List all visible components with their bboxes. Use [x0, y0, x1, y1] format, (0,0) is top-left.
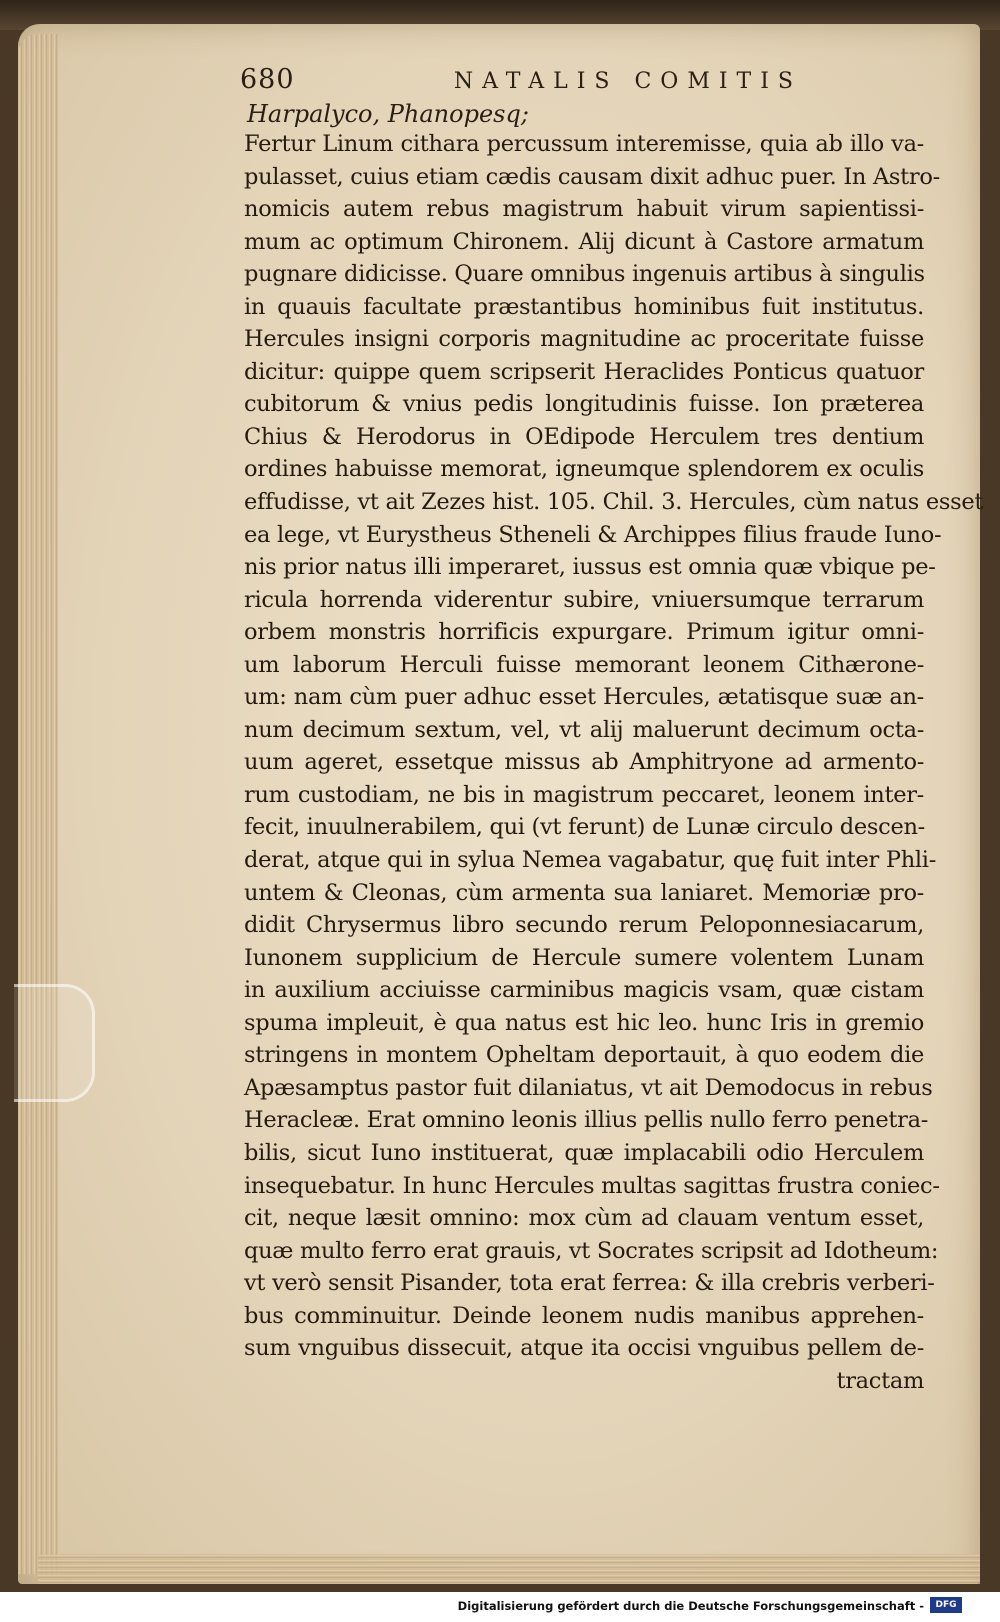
text-line: ordines habuisse memorat, igneumque splendorem ex oculis [244, 456, 924, 483]
running-head: NATALIS COMITIS [453, 69, 802, 94]
text-line: nomicis autem rebus magistrum habuit virum sapientissi- [244, 196, 924, 223]
text-line: pugnare didicisse. Quare omnibus ingenuis artibus à singulis [244, 261, 925, 288]
text-line: cit, neque læsit omnino: mox cùm ad clauam ventum esset, [244, 1205, 924, 1232]
text-line: rum custodiam, ne bis in magistrum peccaret, leonem inter- [244, 781, 924, 808]
footer-credit: Digitalisierung gefördert durch die Deutsche Forschungsgemeinschaft - [457, 1599, 924, 1613]
text-line: pulasset, cuius etiam cædis causam dixit adhuc puer. In Astro- [244, 163, 940, 190]
text-line: spuma impleuit, è qua natus est hic leo. hunc Iris in gremio [244, 1009, 924, 1036]
text-line: Iunonem supplicium de Hercule sumere volentem Lunam [244, 944, 924, 971]
text-line: bilis, sicut Iuno instituerat, quæ implacabili odio Herculem [244, 1139, 924, 1166]
continuation-line: Harpalyco, Phanopesq; [247, 100, 529, 128]
text-line: Chius & Herodorus in OEdipode Herculem tres dentium [244, 423, 924, 450]
text-line: insequebatur. In hunc Hercules multas sagittas frustra coniec- [244, 1172, 940, 1199]
text-line: Apæsamptus pastor fuit dilaniatus, vt ait Demodocus in rebus [244, 1074, 933, 1101]
text-line: derat, atque qui in sylua Nemea vagabatur, quę fuit inter Phli- [244, 847, 936, 874]
text-line: mum ac optimum Chironem. Alij dicunt à Castore armatum [244, 228, 924, 255]
text-line: Fertur Linum cithara percussum interemisse, quia ab illo va- [244, 131, 924, 157]
body-text [244, 128, 984, 1397]
text-line: Heracleæ. Erat omnino leonis illius pellis nullo ferro penetra- [244, 1107, 929, 1134]
text-line: ricula horrenda viderentur subire, vniuersumque terrarum [244, 586, 924, 613]
text-line: untem & Cleonas, cùm armenta sua laniaret. Memoriæ pro- [244, 879, 924, 906]
page-edges-left [18, 34, 58, 1574]
text-line: in quauis facultate præstantibus hominibus fuit institutus. [244, 293, 924, 320]
page-edges-bottom [38, 1554, 980, 1584]
text-line: um laborum Herculi fuisse memorant leonem Cithærone- [244, 651, 924, 678]
page-number: 680 [240, 64, 295, 95]
text-line: nis prior natus illi imperaret, iussus est omnia quæ vbique pe- [244, 554, 936, 581]
text-line: um: nam cùm puer adhuc esset Hercules, ætatisque suæ an- [244, 684, 924, 711]
text-line: ea lege, vt Eurystheus Stheneli & Archippes filius fraude Iuno- [244, 521, 942, 548]
page-header [240, 64, 920, 104]
text-line: bus comminuitur. Deinde leonem nudis manibus apprehen- [244, 1302, 924, 1329]
text-line: num decimum sextum, vel, vt alij maluerunt decimum octa- [244, 716, 924, 743]
text-line: cubitorum & vnius pedis longitudinis fuisse. Ion præterea [244, 391, 924, 418]
text-line: dicitur: quippe quem scripserit Heraclides Ponticus quatuor [244, 358, 924, 385]
text-line: sum vnguibus dissecuit, atque ita occisi vnguibus pellem de- [244, 1335, 924, 1362]
text-line: didit Chrysermus libro secundo rerum Peloponnesiacarum, [244, 912, 924, 939]
text-line: quæ multo ferro erat grauis, vt Socrates scripsit ad Idotheum: [244, 1237, 939, 1264]
digitization-footer [0, 1592, 1000, 1622]
page-clip [14, 984, 95, 1102]
text-line: tractam [836, 1367, 924, 1394]
text-line: vt verò sensit Pisander, tota erat ferrea: & illa crebris verberi- [244, 1270, 935, 1297]
text-line: in auxilium acciuisse carminibus magicis vsam, quæ cistam [244, 977, 924, 1004]
text-line: effudisse, vt ait Zezes hist. 105. Chil. 3. Hercules, cùm natus esset [244, 489, 984, 516]
text-line: uum ageret, essetque missus ab Amphitryone ad armento- [244, 749, 924, 776]
dfg-logo-icon: DFG [930, 1597, 962, 1613]
text-line: fecit, inuulnerabilem, qui (vt ferunt) de Lunæ circulo descen- [244, 814, 925, 841]
text-line: orbem monstris horrificis expurgare. Primum igitur omni- [244, 619, 924, 646]
text-line: stringens in montem Opheltam deportauit, à quo eodem die [244, 1042, 924, 1069]
text-line: Hercules insigni corporis magnitudine ac proceritate fuisse [244, 326, 924, 353]
